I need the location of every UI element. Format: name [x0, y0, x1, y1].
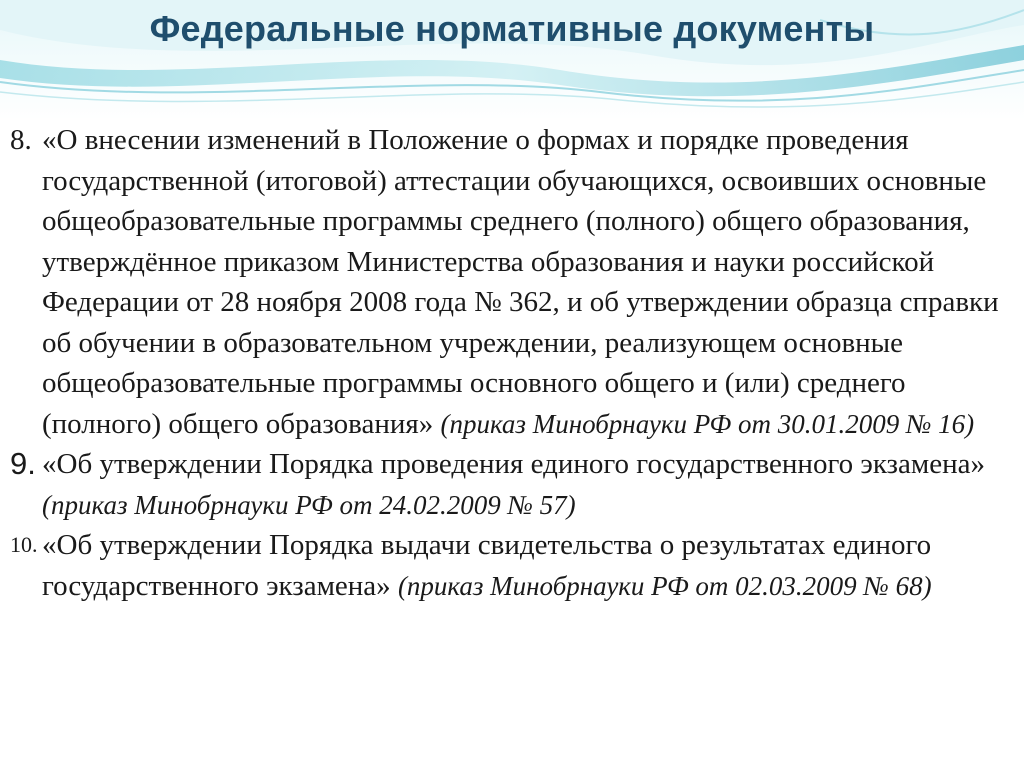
document-list: [10, 120, 1010, 606]
item-reference: (приказ Минобрнауки РФ от 02.03.2009 № 68): [397, 570, 932, 601]
item-text: «О внесении изменений в Положение о формах и порядке проведения государственной (итоговой) аттестации обучающихся, освоивших основные общеобразовательные программы среднего (полного) общего образования, утверждённое приказом Министерства образования и науки российской Федерации от 28 ноября 2008 года № 362, и об утверждении образца справки об обучении в образовательном учреждении, реализующем основные общеобразовательные программы основного общего и (или) среднего (полного) общего образования»: [42, 124, 999, 440]
list-item-9: [10, 444, 1010, 525]
item-number: 10.: [10, 532, 38, 557]
item-text: «Об утверждении Порядка выдачи свидетельства о результатах единого государственного экзамена»: [42, 529, 932, 602]
slide-title: Федеральные нормативные документы: [149, 8, 875, 49]
item-number: 8.: [10, 124, 32, 156]
list-item-8: [10, 120, 1010, 444]
item-reference: (приказ Минобрнауки РФ от 30.01.2009 № 16): [440, 408, 975, 439]
item-text: «Об утверждении Порядка проведения единого государственного экзамена»: [42, 448, 985, 480]
item-reference: (приказ Минобрнауки РФ от 24.02.2009 № 57): [42, 489, 576, 520]
item-number: 9.: [10, 446, 36, 481]
list-item-10: [10, 525, 1010, 606]
